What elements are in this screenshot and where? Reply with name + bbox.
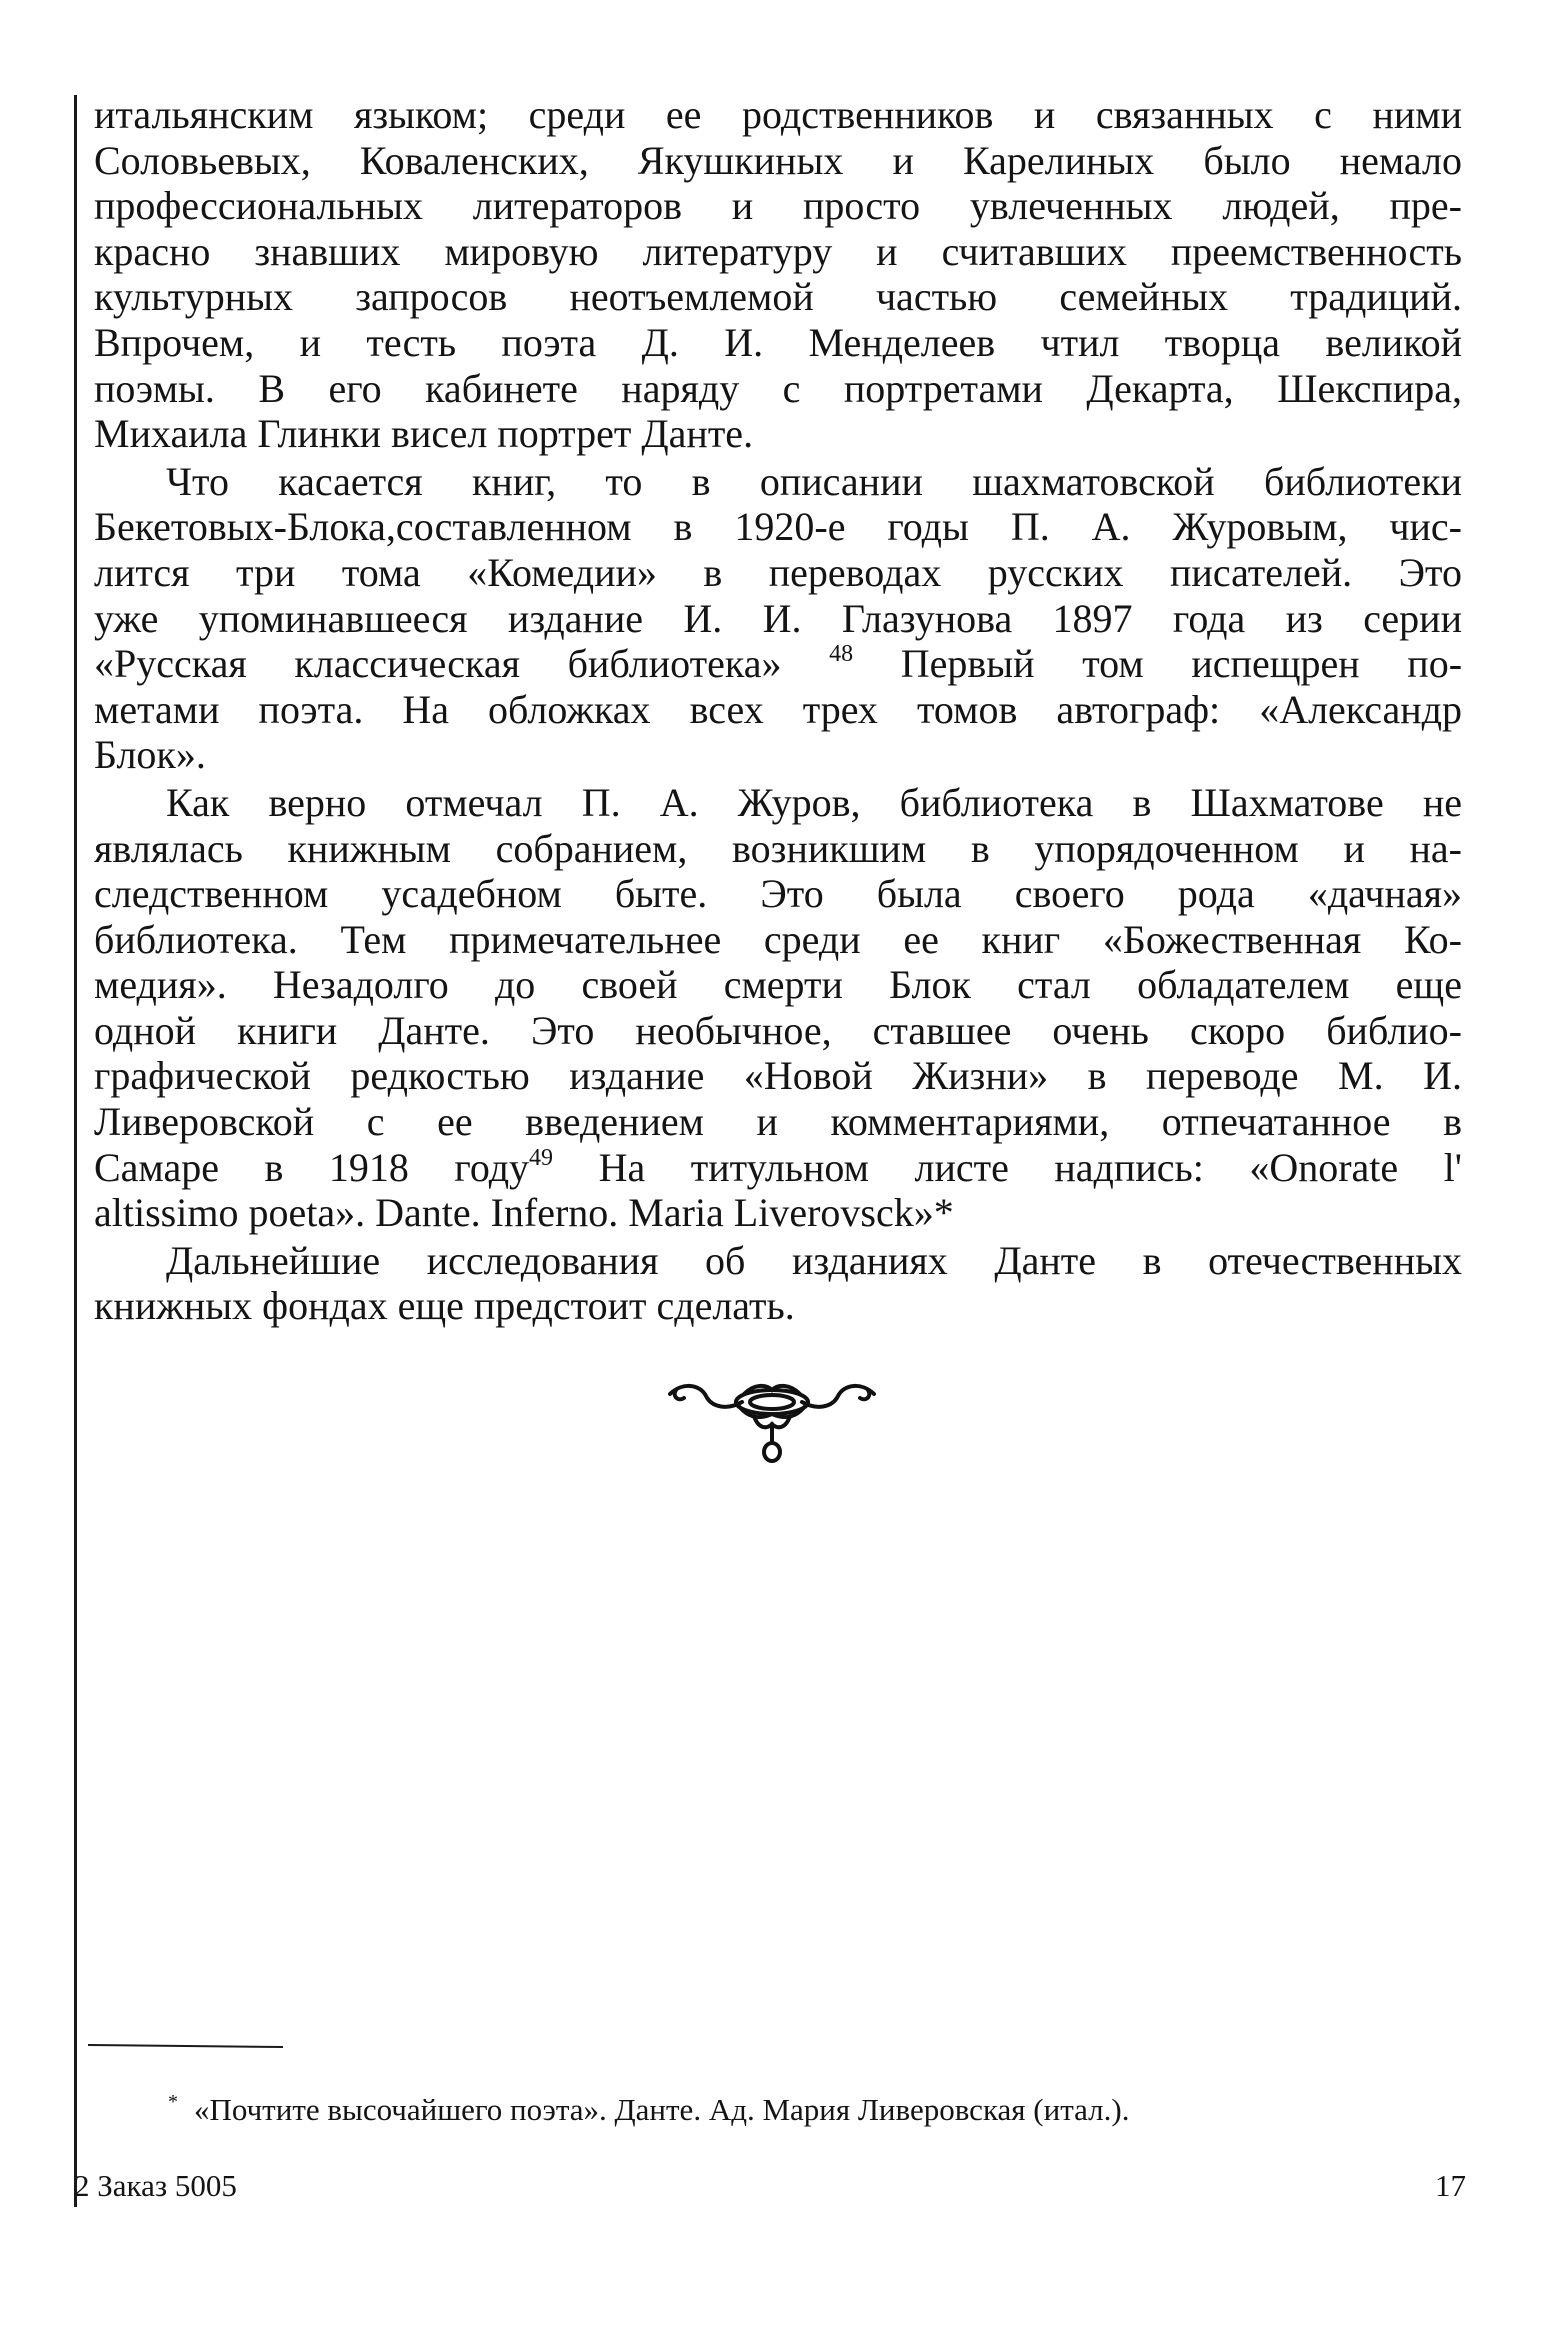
text-line: Ливеровской с ее введением и комментариями, отпечатанное в [94, 1099, 1462, 1145]
text-fragment: Самаре в 1918 году [94, 1144, 530, 1190]
binding-line [74, 95, 77, 2207]
footnote-text: «Почтите высочайшего поэта». Данте. Ад. Мария Ливеровская (итал.). [194, 2092, 1130, 2127]
text-line: Как верно отмечал П. А. Журов, библиотека в Шахматове не [166, 779, 1462, 825]
footnote-rule [88, 2044, 283, 2048]
reference-49: 49 [529, 1144, 554, 1171]
paragraph-1 [94, 92, 1462, 457]
text-line: книжных фондах еще предстоит сделать. [94, 1283, 795, 1329]
text-line: культурных запросов неотъемлемой частью семейных традиций. [94, 274, 1462, 320]
page-number: 17 [1435, 2168, 1466, 2203]
footnote-marker: * [168, 2091, 178, 2113]
text-fragment: Первый том испещрен по- [900, 641, 1463, 687]
paragraph-3 [94, 780, 1462, 1236]
text-line: красно знавших мировую литературу и считавших преемственность [94, 228, 1462, 274]
text-fragment: «Русская классическая библиотека» [94, 641, 782, 687]
text-line: итальянским языком; среди ее родственников и связанных с ними [94, 92, 1462, 137]
text-line: метами поэта. На обложках всех трех томов автограф: «Александр [94, 686, 1462, 732]
text-line: Соловьевых, Коваленских, Якушкиных и Карелиных было немало [94, 137, 1462, 183]
footnote [168, 2082, 1468, 2130]
text-line: Блок». [94, 732, 206, 778]
body-text [94, 92, 1462, 1331]
text-line: altissimo poeta». Dante. Inferno. Maria Liverovsck»* [94, 1190, 954, 1236]
text-line: Что касается книг, то в описании шахматовской библиотеки [166, 458, 1462, 504]
text-line: уже упоминавшееся издание И. И. Глазунова 1897 года из серии [94, 595, 1462, 641]
text-line: следственном усадебном быте. Это была своего рода «дачная» [94, 871, 1462, 917]
printer-signature: 2 Заказ 5005 [74, 2168, 237, 2203]
text-line: библиотека. Тем примечательнее среди ее книг «Божественная Ко- [94, 916, 1462, 962]
text-line: профессиональных литераторов и просто увлеченных людей, пре- [94, 183, 1462, 229]
text-fragment: На титульном листе надпись: «Onorate l' [598, 1144, 1463, 1190]
text-line: являлась книжным собранием, возникшим в упорядоченном и на- [94, 825, 1462, 871]
text-line: одной книги Данте. Это необычное, ставшее очень скоро библио- [94, 1007, 1462, 1053]
paragraph-4 [94, 1238, 1462, 1329]
text-line-with-reference [94, 641, 1462, 687]
text-line: поэмы. В его кабинете наряду с портретами Декарта, Шекспира, [94, 365, 1462, 411]
text-line: графической редкостью издание «Новой Жизни» в переводе М. И. [94, 1053, 1462, 1099]
text-line: Бекетовых-Блока,составленном в 1920-е годы П. А. Журовым, чис- [94, 504, 1462, 550]
text-line: лится три тома «Комедии» в переводах русских писателей. Это [94, 549, 1462, 595]
text-line: медия». Незадолго до своей смерти Блок стал обладателем еще [94, 962, 1462, 1008]
decorative-ornament [662, 1372, 882, 1467]
text-line: Дальнейшие исследования об изданиях Данте в отечественных [166, 1237, 1462, 1283]
text-line-with-reference [94, 1145, 1462, 1191]
text-line: Михаила Глинки висел портрет Данте. [94, 411, 754, 457]
reference-48: 48 [829, 641, 854, 668]
text-line: Впрочем, и тесть поэта Д. И. Менделеев чтил творца великой [94, 319, 1462, 365]
paragraph-2 [94, 459, 1462, 778]
